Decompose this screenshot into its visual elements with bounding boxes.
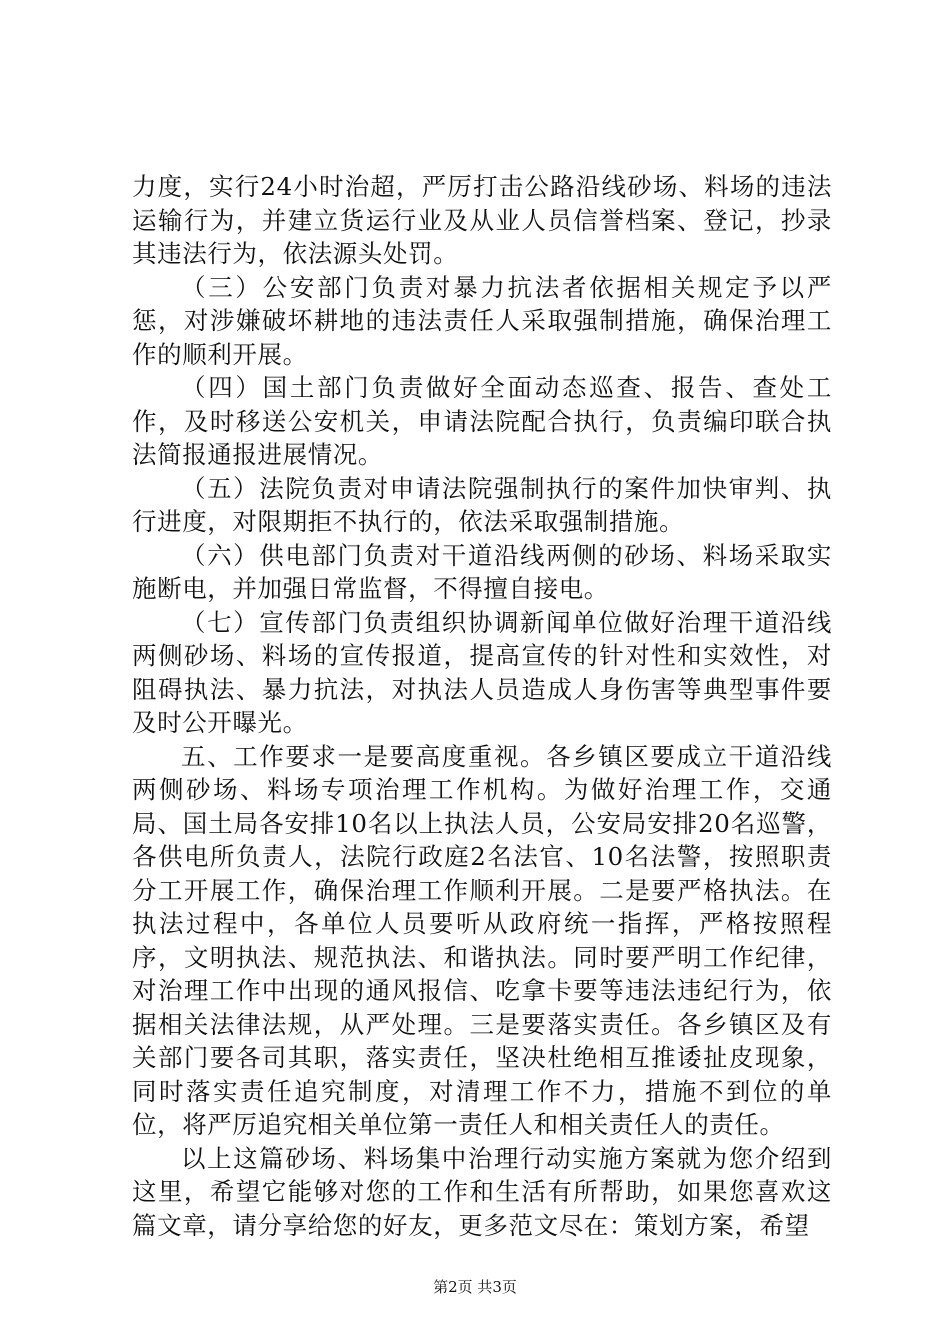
paragraph-work-requirements: 五、工作要求一是要高度重视。各乡镇区要成立干道沿线两侧砂场、料场专项治理工作机构。为做好治理工作，交通局、国土局各安排10名以上执法人员，公安局安排20名巡警，各供电所负责人，法院行政庭2名法官、10名法警，按照职责分工开展工作，确保治理工作顺利开展。二是要严格执法。在执法过程中，各单位人员要听从政府统一指挥，严格按照程序，文明执法、规范执法、和谐执法。同时要严明工作纪律，对治理工作中出现的通风报信、吃拿卡要等违法违纪行为，依据相关法律法规，从严处理。三是要落实责任。各乡镇区及有关部门要各司其职，落实责任，坚决杜绝相互推诿扯皮现象，同时落实责任追究制度，对清理工作不力，措施不到位的单位，将严厉追究相关单位第一责任人和相关责任人的责任。 (132, 741, 832, 1139)
paragraph-land-resources: （四）国土部门负责做好全面动态巡查、报告、查处工作，及时移送公安机关，申请法院配合执行，负责编印联合执法简报通报进展情况。 (132, 373, 832, 469)
paragraph-publicity: （七）宣传部门负责组织协调新闻单位做好治理干道沿线两侧砂场、料场的宣传报道，提高宣传的针对性和实效性，对阻碍执法、暴力抗法，对执法人员造成人身伤害等典型事件要及时公开曝光。 (132, 607, 832, 737)
paragraph-public-security: （三）公安部门负责对暴力抗法者依据相关规定予以严惩，对涉嫌破坏耕地的违法责任人采取强制措施，确保治理工作的顺利开展。 (132, 272, 832, 369)
paragraph-power-supply: （六）供电部门负责对干道沿线两侧的砂场、料场采取实施断电，并加强日常监督，不得擅自接电。 (132, 540, 832, 603)
paragraph-court: （五）法院负责对申请法院强制执行的案件加快审判、执行进度，对限期拒不执行的，依法采取强制措施。 (132, 473, 832, 536)
page-number-footer: 第2页 共3页 (433, 1278, 517, 1296)
paragraph-continuation: 力度，实行24小时治超，严厉打击公路沿线砂场、料场的违法运输行为，并建立货运行业及从业人员信誉档案、登记，抄录其违法行为，依法源头处罚。 (132, 172, 832, 268)
document-body (132, 170, 832, 1242)
paragraph-closing: 以上这篇砂场、料场集中治理行动实施方案就为您介绍到这里，希望它能够对您的工作和生活有所帮助，如果您喜欢这篇文章，请分享给您的好友，更多范文尽在：策划方案，希望 (132, 1143, 832, 1240)
